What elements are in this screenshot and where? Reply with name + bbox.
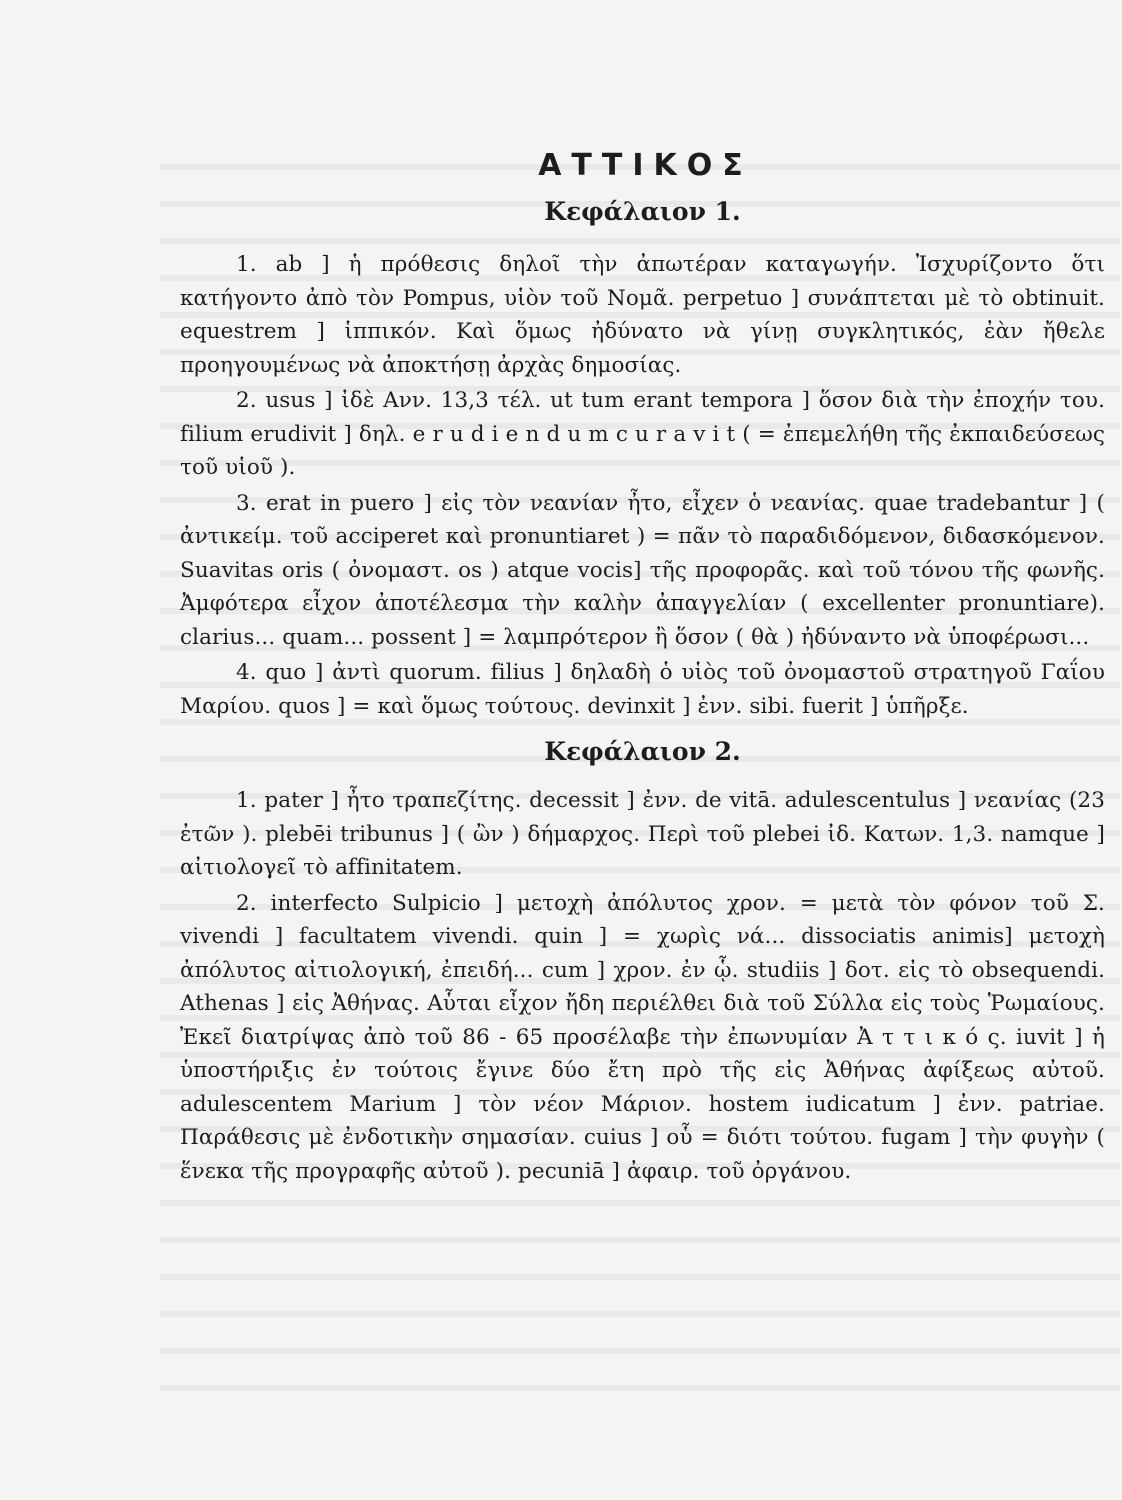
chapter-1-paragraph-3: 3. erat in puero ] εἰς τὸν νεανίαν ἦτο, εἶχεν ὁ νεανίας. quae tradebantur ] ( ἀντικείμ. τοῦ acciperet καὶ pronuntiaret ) = πᾶν τὸ παραδιδόμενον, διδασκόμενον. Suavitas oris ( ὀνομαστ. os ) atque vocis] τῆς προφορᾶς. καὶ τοῦ τόνου τῆς φωνῆς. Ἀμφότερα εἶχον ἀποτέλεσμα τὴν καλὴν ἀπαγγελίαν ( excellenter pronuntiare). clarius... quam... possent ] = λαμπρότερον ἢ ὅσον ( θὰ ) ἠδύναντο νὰ ὑποφέρωσι... (180, 490, 1105, 650)
chapter-1-paragraph-4: 4. quo ] ἀντὶ quorum. filius ] δηλαδὴ ὁ υἱὸς τοῦ ὀνομαστοῦ στρατηγοῦ Γαΐου Μαρίου. quos ] = καὶ ὅμως τούτους. devinxit ] ἐνν. sibi. fuerit ] ὑπῆρξε. (180, 660, 1105, 719)
chapter-1-paragraph-2: 2. usus ] ἰδὲ Ανν. 13,3 τέλ. ut tum erant tempora ] ὅσον διὰ τὴν ἐποχήν του. filium erudivit ] δηλ. e r u d i e n d u m c u r a v i t ( = ἐπεμελήθη τῆς ἐκπαιδεύσεως τοῦ υἱοῦ ). (180, 388, 1105, 480)
page-title: ΑΤΤΙΚΟΣ (538, 148, 753, 183)
chapter-2-paragraph-1: 1. pater ] ἦτο τραπεζίτης. decessit ] ἐνν. de vitā. adulescentulus ] νεανίας (23 ἐτῶν ). plebēi tribunus ] ( ὢν ) δήμαρχος. Περὶ τοῦ plebei ἰδ. Κατων. 1,3. namque ] αἰτιολογεῖ τὸ affinitatem. (180, 788, 1105, 880)
chapter-1 (180, 197, 1105, 723)
document-page (180, 140, 1105, 1196)
chapter-2-heading: Κεφάλαιον 2. (544, 737, 741, 766)
chapter-2 (180, 737, 1105, 1188)
chapter-2-paragraph-2: 2. interfecto Sulpicio ] μετοχὴ ἀπόλυτος χρον. = μετὰ τὸν φόνον τοῦ Σ. vivendi ] facultatem vivendi. quin ] = χωρὶς νά... dissociatis animis] μετοχὴ ἀπόλυτος αἰτιολογική, ἐπειδή... cum ] χρον. ἐν ᾧ. studiis ] δοτ. εἰς τὸ obsequendi. Athenas ] εἰς Ἀθήνας. Αὗται εἶχον ἤδη περιέλθει διὰ τοῦ Σύλλα εἰς τοὺς Ῥωμαίους. Ἐκεῖ διατρίψας ἀπὸ τοῦ 86 - 65 προσέλαβε τὴν ἐπωνυμίαν Ἀ τ τ ι κ ό ς. iuvit ] ἡ ὑποστήριξις ἐν τούτοις ἔγινε δύο ἔτη πρὸ τῆς εἰς Ἀθήνας ἀφίξεως αὐτοῦ. adulescentem Marium ] τὸν νέον Μάριον. hostem iudicatum ] ἐνν. patriae. Παράθεσις μὲ ἐνδοτικὴν σημασίαν. cuius ] οὗ = διότι τούτου. fugam ] τὴν φυγὴν ( ἕνεκα τῆς προγραφῆς αὐτοῦ ). pecuniā ] ἀφαιρ. τοῦ ὀργάνου. (180, 890, 1105, 1184)
chapter-1-heading: Κεφάλαιον 1. (544, 197, 741, 226)
chapter-1-paragraph-1: 1. ab ] ἡ πρόθεσις δηλοῖ τὴν ἀπωτέραν καταγωγήν. Ἰσχυρίζοντο ὅτι κατήγοντο ἀπὸ τὸν Pompus, υἱὸν τοῦ Νομᾶ. perpetuo ] συνάπτεται μὲ τὸ obtinuit. equestrem ] ἱππικόν. Καὶ ὅμως ἠδύνατο νὰ γίνῃ συγκλητικός, ἐὰν ἤθελε προηγουμένως νὰ ἀποκτήσῃ ἀρχὰς δημοσίας. (180, 252, 1105, 378)
